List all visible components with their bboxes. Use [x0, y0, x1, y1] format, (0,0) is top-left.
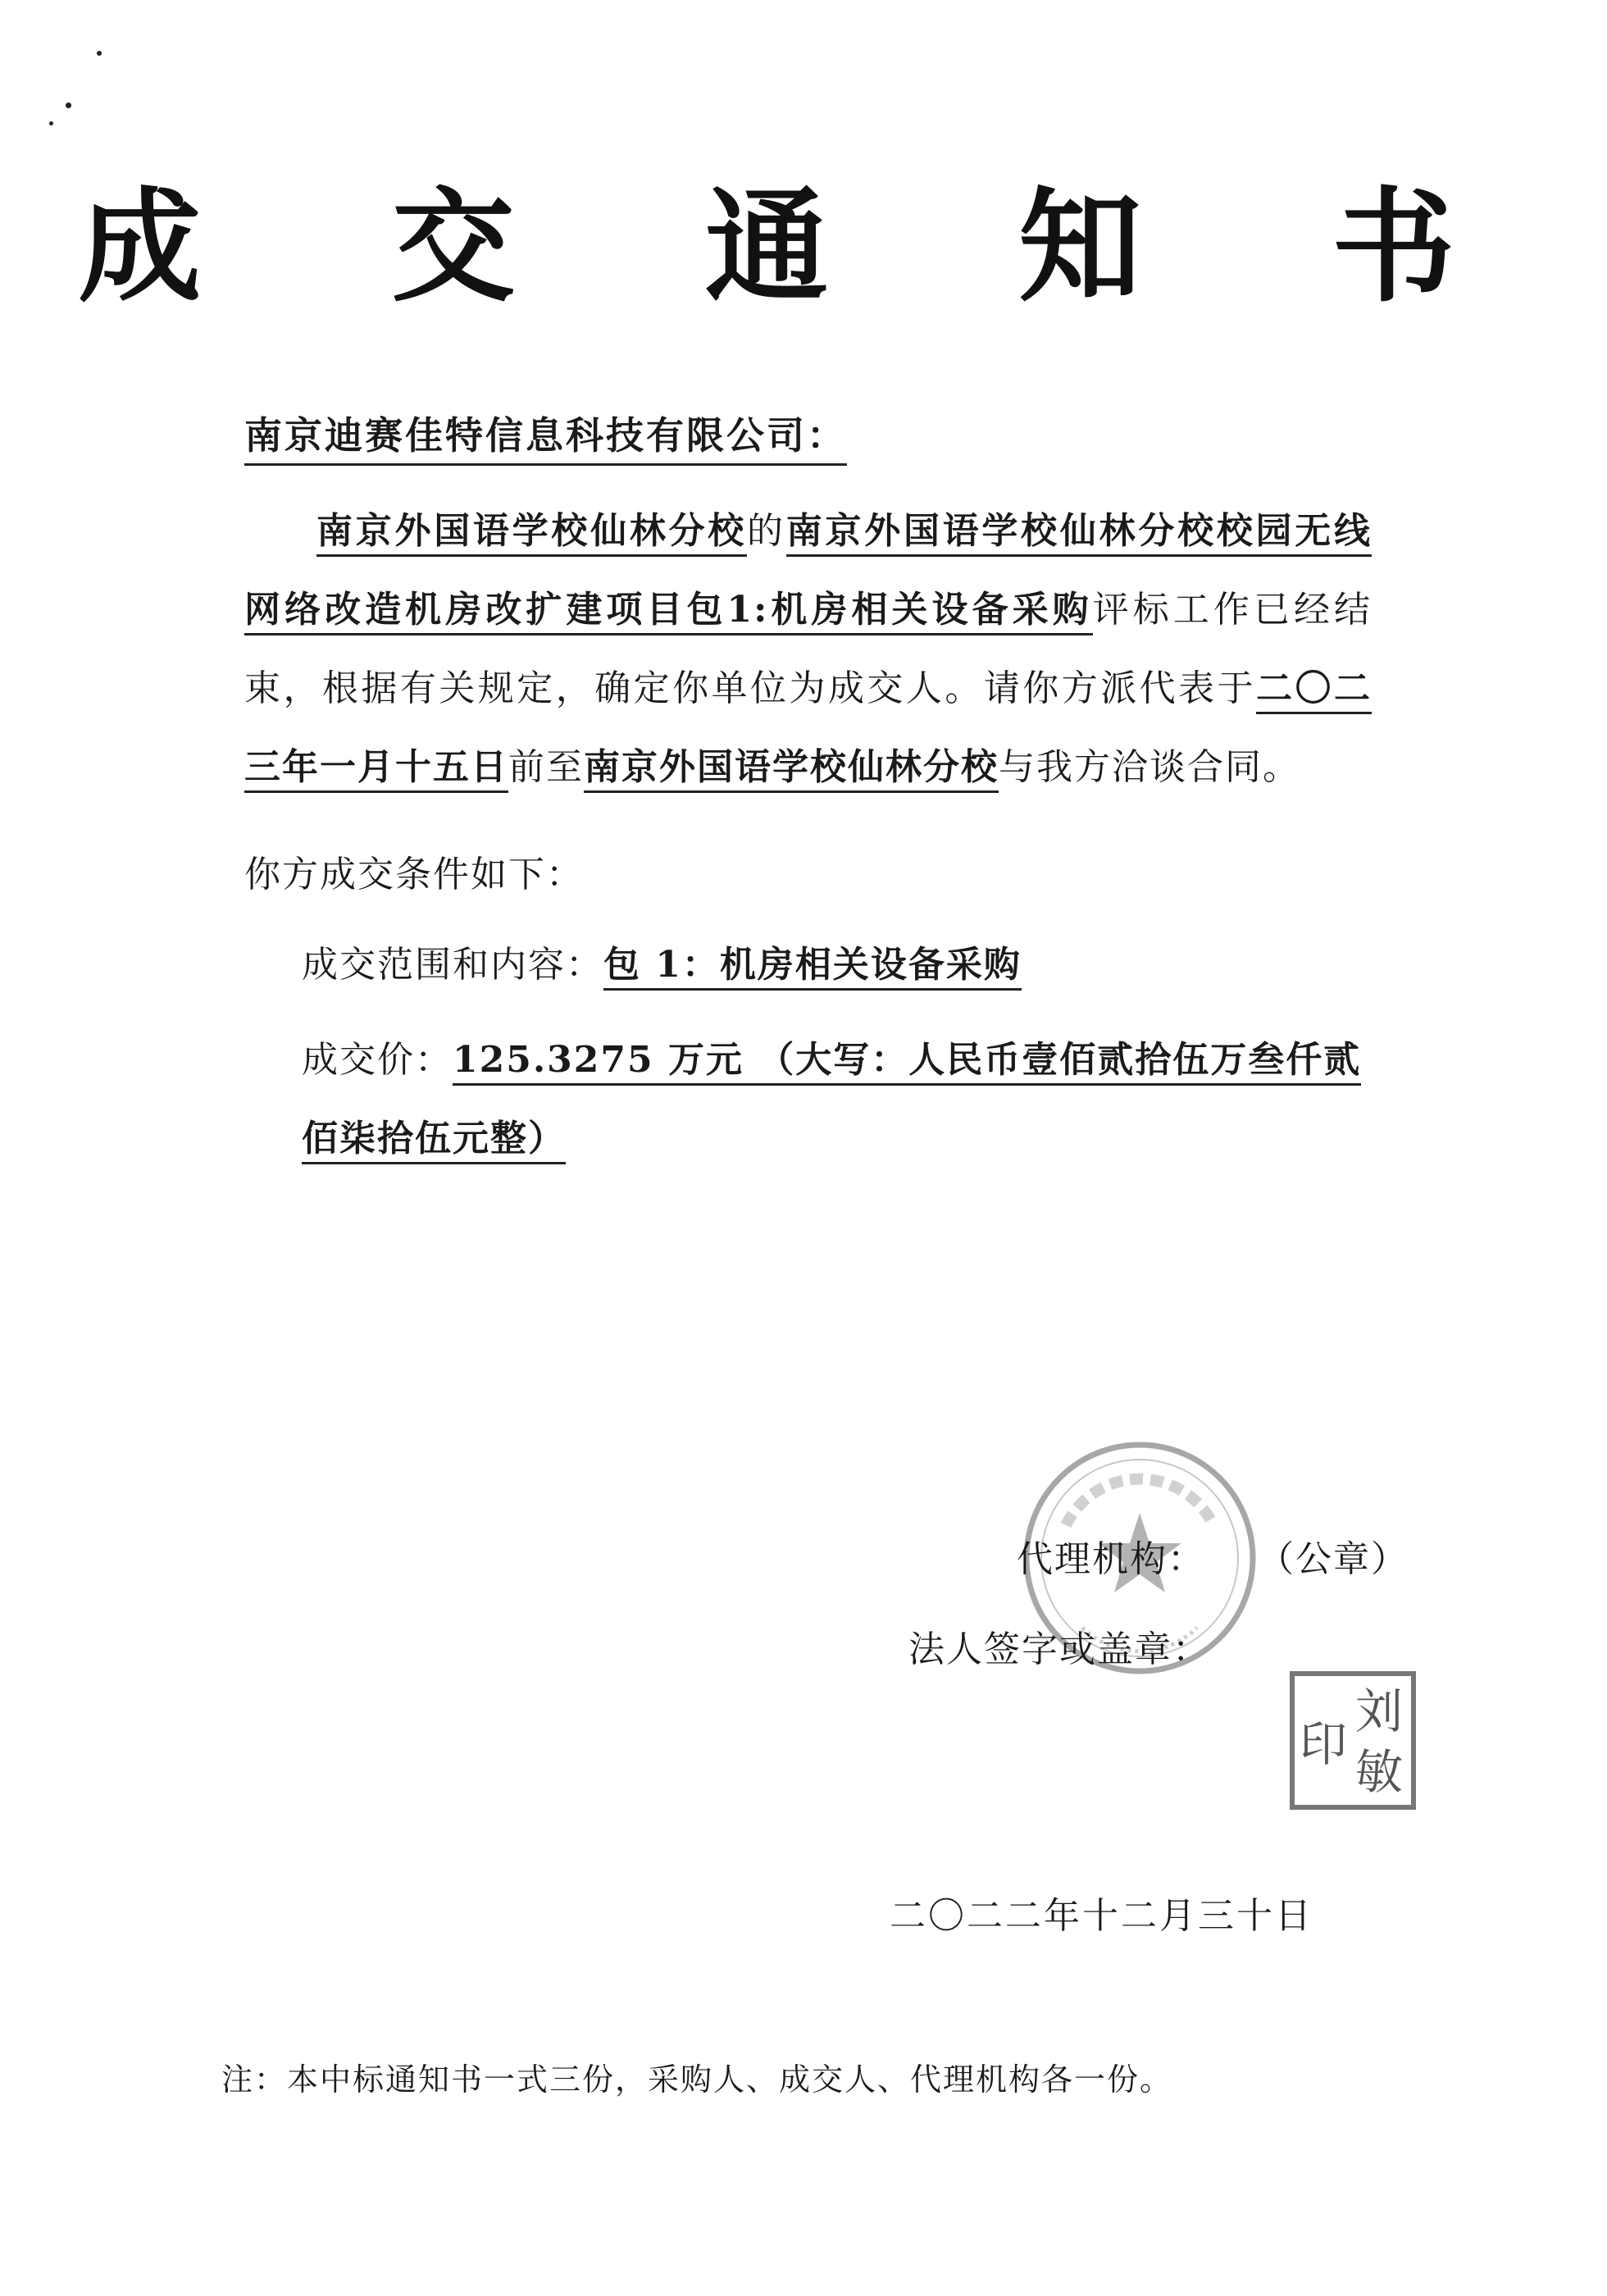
- footnote: 注：本中标通知书一式三份，采购人、成交人、代理机构各一份。: [221, 2061, 1173, 2098]
- document-title: 成 交 通 知 书: [78, 175, 1529, 319]
- price-value: 125.3275 万元 （大写：人民币壹佰贰拾伍万叁仟贰佰柒拾伍元整）: [302, 1039, 1361, 1164]
- seal-char-3: 印: [1299, 1716, 1348, 1772]
- agency-line: [1017, 1529, 1409, 1582]
- negotiation-text: 与我方洽谈合同。: [999, 746, 1300, 788]
- scope-line: [302, 935, 1022, 987]
- seal-char-2: 敏: [1354, 1744, 1404, 1800]
- price-label: 成交价：: [302, 1039, 453, 1081]
- issue-date: 二〇二二年十二月三十日: [890, 1895, 1313, 1937]
- notice-paragraph: [244, 492, 1372, 807]
- legal-signature-label: 法人签字或盖章：: [908, 1629, 1210, 1670]
- seal-char-1: 刘: [1354, 1683, 1404, 1739]
- agency-label: 代理机构：: [1017, 1538, 1205, 1580]
- scan-speck: [66, 102, 71, 108]
- notice-body: [244, 492, 1372, 807]
- price-line: [302, 1021, 1372, 1178]
- recipient-salutation: 南京迪赛佳特信息科技有限公司：: [244, 406, 847, 466]
- scope-value: 包 1：机房相关设备采购: [603, 944, 1022, 991]
- connector-text: 的: [747, 510, 786, 552]
- purchaser-name: 南京外国语学校仙林分校: [316, 510, 747, 557]
- project-name: 南京外国语学校仙林分校校园无线网络改造机房改扩建项目包1:机房相关设备采购: [244, 510, 1372, 636]
- scan-speck: [97, 51, 102, 56]
- evaluation-text: 评标工作已经结束，根据有关规定，确定你单位为成交人。请你方派代表于: [244, 589, 1373, 709]
- official-seal-label: （公章）: [1257, 1538, 1409, 1580]
- before-to-text: 前至: [508, 746, 584, 788]
- scope-label: 成交范围和内容：: [302, 944, 603, 986]
- meeting-place: 南京外国语学校仙林分校: [584, 746, 999, 793]
- personal-name-seal: [1287, 1669, 1418, 1812]
- conditions-intro: 你方成交条件如下：: [244, 854, 584, 895]
- scan-speck: [49, 121, 53, 125]
- deadline-date: 二〇二三年一月十五日: [244, 667, 1372, 793]
